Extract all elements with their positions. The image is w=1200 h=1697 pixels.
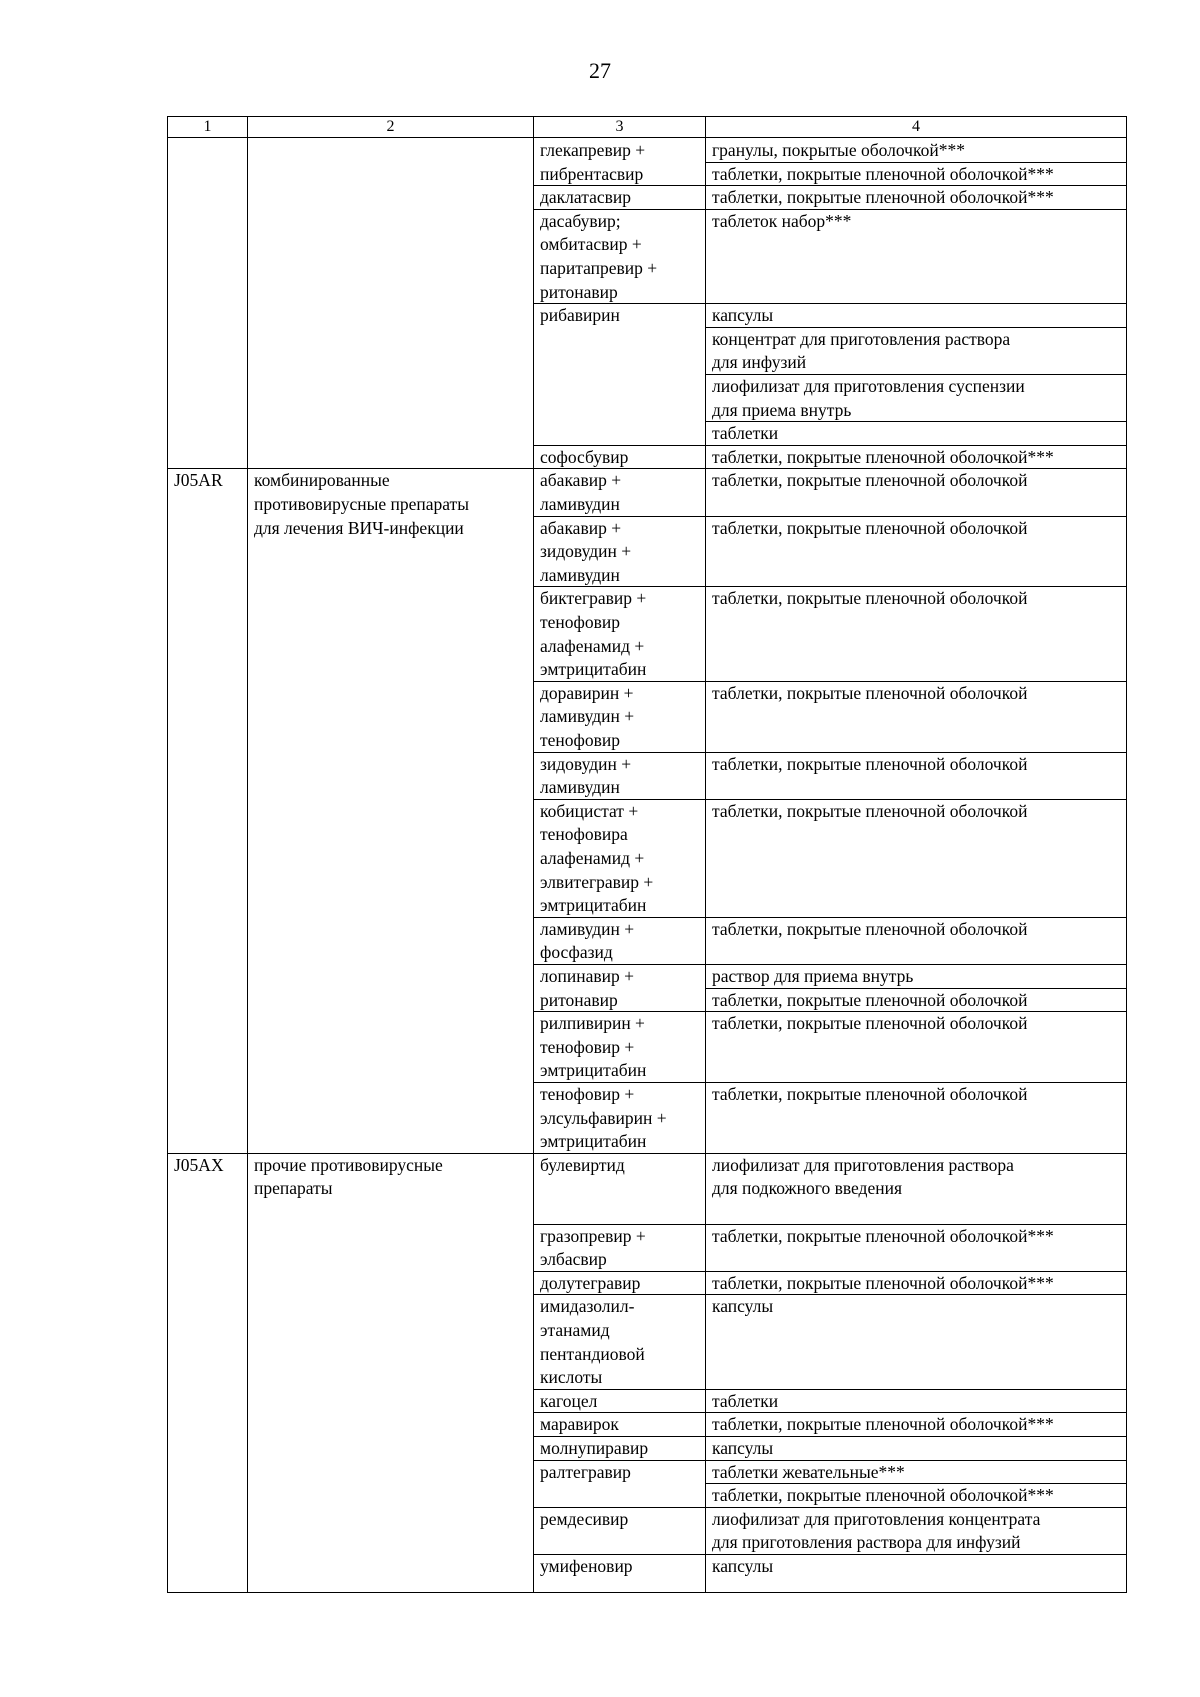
drug-name: булевиртид [540, 1154, 625, 1175]
drug-table [167, 116, 1127, 1593]
group-name: комбинированные противовирусные препараты для лечения ВИЧ-инфекции [254, 470, 469, 538]
drug-name: софосбувир [540, 446, 629, 467]
column-divider [705, 117, 706, 1592]
dosage-form: таблетки, покрытые пленочной оболочкой*** [712, 446, 1054, 467]
dosage-form: таблетки, покрытые пленочной оболочкой*** [712, 1225, 1054, 1246]
drug-name: тенофовир + элсульфавирин + эмтрицитабин [540, 1084, 667, 1152]
drug-name: доравирин + ламивудин + тенофовир [540, 682, 635, 750]
dosage-form: раствор для приема внутрь [712, 966, 914, 986]
drug-name: абакавир + зидовудин + ламивудин [540, 517, 632, 585]
dosage-form: таблетки, покрытые пленочной оболочкой*** [712, 187, 1054, 208]
atc-code: J05AX [174, 1154, 224, 1175]
drug-name: ремдесивир [540, 1508, 629, 1529]
dosage-form: капсулы [712, 1296, 774, 1317]
dosage-form: таблетки, покрытые пленочной оболочкой [712, 517, 1028, 538]
dosage-form: таблетки, покрытые пленочной оболочкой [712, 470, 1028, 491]
column-divider [533, 117, 534, 1592]
dosage-form: таблетки, покрытые пленочной оболочкой [712, 1084, 1028, 1104]
dosage-form: таблетки, покрытые пленочной оболочкой*** [712, 1485, 1054, 1506]
drug-name: имидазолил- этанамид пентандиовой кислоты [540, 1296, 645, 1388]
dosage-form: таблетки жевательные*** [712, 1461, 905, 1482]
drug-name: молнупиравир [540, 1438, 649, 1458]
header-divider [168, 137, 1126, 138]
drug-name: маравирок [540, 1414, 619, 1435]
drug-name: кагоцел [540, 1390, 598, 1411]
header-col-4: 4 [912, 118, 920, 135]
atc-code: J05AR [174, 470, 223, 491]
header-col-3: 3 [615, 118, 624, 135]
drug-name: рибавирин [540, 305, 620, 326]
dosage-form: лиофилизат для приготовления суспензии для приема внутрь [712, 376, 1025, 420]
dosage-form: капсулы [712, 1556, 774, 1576]
dosage-form: таблетки, покрытые пленочной оболочкой*** [712, 1272, 1054, 1293]
dosage-form: таблетки, покрытые пленочной оболочкой [712, 800, 1028, 821]
dosage-form: лиофилизат для приготовления концентрата для приготовления раствора для инфузий [712, 1508, 1041, 1553]
drug-name: рилпивирин + тенофовир + эмтрицитабин [540, 1013, 647, 1081]
drug-name: глекапревир + пибрентасвир [540, 140, 646, 184]
dosage-form: таблетки, покрытые пленочной оболочкой [712, 682, 1028, 703]
drug-name: дасабувир; омбитасвир + паритапревир + ритонавир [540, 210, 658, 302]
dosage-form: таблетки [712, 423, 779, 444]
drug-name: гразопревир + элбасвир [540, 1225, 646, 1270]
drug-name: биктегравир + тенофовир алафенамид + эмтрицитабин [540, 588, 647, 680]
dosage-form: капсулы [712, 1438, 774, 1458]
dosage-form: таблетки, покрытые пленочной оболочкой [712, 989, 1028, 1010]
dosage-form: капсулы [712, 305, 774, 326]
dosage-form: лиофилизат для приготовления раствора для подкожного введения [712, 1154, 1014, 1199]
drug-name: умифеновир [540, 1556, 633, 1576]
drug-name: даклатасвир [540, 187, 631, 208]
dosage-form: таблетки [712, 1390, 779, 1411]
dosage-form: таблетки, покрытые пленочной оболочкой [712, 1013, 1028, 1034]
drug-name: зидовудин + ламивудин [540, 753, 632, 798]
dosage-form: концентрат для приготовления раствора для инфузий [712, 328, 1011, 373]
header-col-2: 2 [386, 118, 395, 135]
dosage-form: гранулы, покрытые оболочкой*** [712, 140, 965, 160]
dosage-form: таблетки, покрытые пленочной оболочкой [712, 918, 1028, 939]
drug-name: ралтегравир [540, 1461, 631, 1482]
header-col-1: 1 [203, 118, 212, 135]
drug-name: абакавир + ламивудин [540, 470, 622, 514]
page-number: 27 [589, 58, 611, 83]
drug-name: лопинавир + ритонавир [540, 966, 634, 1010]
group-name: прочие противовирусные препараты [254, 1154, 443, 1199]
dosage-form: таблетки, покрытые пленочной оболочкой*** [712, 163, 1054, 184]
dosage-form: таблетки, покрытые пленочной оболочкой*** [712, 1414, 1054, 1435]
dosage-form: таблетки, покрытые пленочной оболочкой [712, 588, 1028, 609]
dosage-form: таблетки, покрытые пленочной оболочкой [712, 753, 1028, 774]
drug-name: кобицистат + тенофовира алафенамид + элвитегравир + эмтрицитабин [540, 800, 654, 916]
dosage-form: таблеток набор*** [712, 210, 852, 231]
drug-name: долутегравир [540, 1272, 641, 1293]
column-divider [247, 117, 248, 1592]
drug-name: ламивудин + фосфазид [540, 918, 635, 963]
